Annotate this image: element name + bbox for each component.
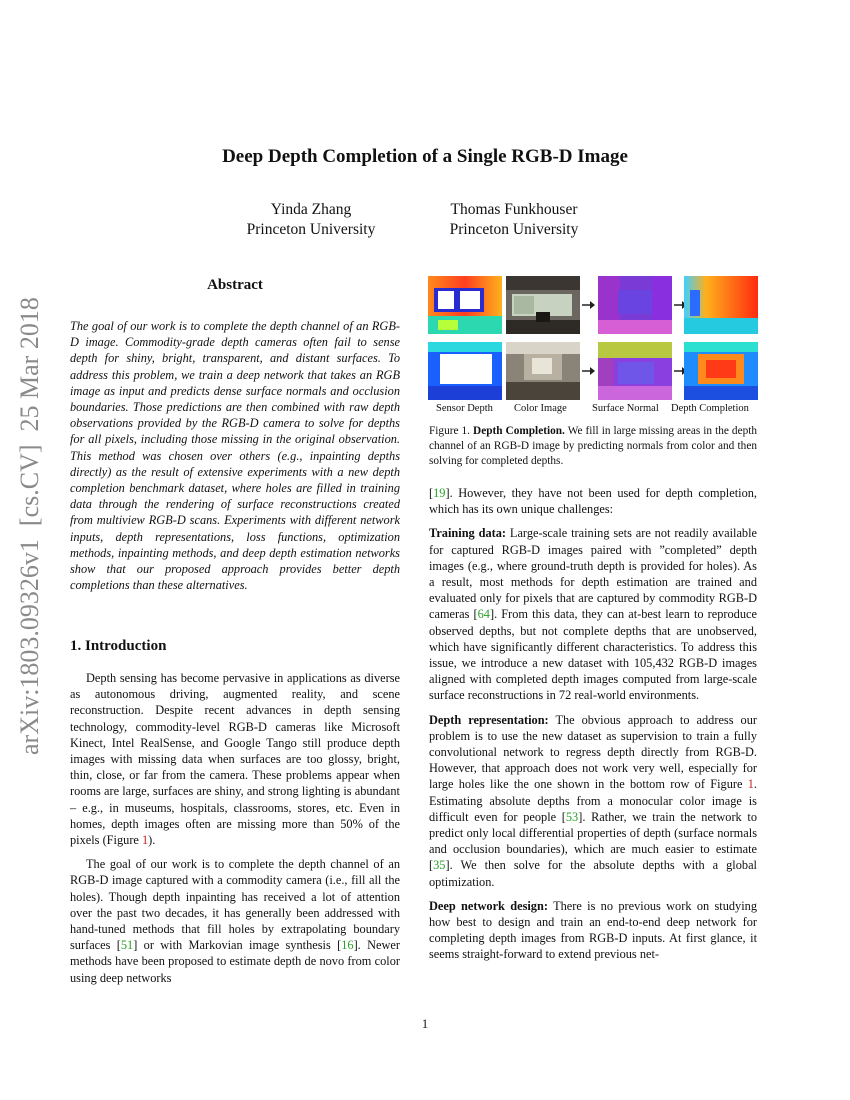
depth-completion-image-top [684, 276, 758, 334]
color-image-bottom [506, 342, 580, 400]
color-image-top [506, 276, 580, 334]
citation-link[interactable]: 19 [433, 486, 446, 500]
text-run: ]. Newer methods have been proposed to estimate depth de novo from color using deep networks [70, 938, 400, 985]
abstract-text: The goal of our work is to complete the depth channel of an RGB-D image. Commodity-grade depth cameras often fail to sense depth for shiny, bright, transparent, and distant surfaces. To address this problem, we train a deep network that takes an RGB image as input and predicts dense surface normals and occlusion boundaries. Those predictions are then combined with raw depth observations provided by the RGB-D camera to solve for depths for all pixels, including those missing in the original observation. This method was chosen over others (e.g., inpainting depths directly) as the result of extensive experiments with a new depth completion benchmark dataset, where holes are filled in training data through the rendering of surface reconstructions created from multiview RGB-D scans. Experiments with different network inputs, depth representations, loss functions, optimization methods, inpainting methods, and deep depth estimation networks show that our proposed approach provides better depth completions than these alternatives. [70, 319, 400, 593]
text-run: ] or with Markovian image synthesis [ [133, 938, 342, 953]
text-run: Depth sensing has become pervasive in applications as diverse as autonomous driving, augmented reality, and scene reconstruction. Despite recent advances in depth sensing technology, commodity-level RGB-D cameras like Microsoft Kinect, Intel RealSense, and Google Tango still produce depth images with missing data when surfaces are too glossy, bright, thin, close, or far from the camera. These problems appear when rooms are large, surfaces are shiny, and strong lighting is abundant – e.g., in museums, hospitals, classrooms, stores, etc. Even in homes, depth images often are missing more than 50% of the pixels (Figure [70, 671, 400, 848]
paragraph-training-data [429, 525, 757, 703]
paragraph [70, 670, 400, 848]
caption-prefix: Figure 1. [429, 425, 470, 437]
left-column-body [70, 670, 400, 994]
abstract-heading: Abstract [207, 277, 263, 293]
arrow-right-icon [582, 366, 596, 376]
text-run: ]. We then solve for the absolute depths with a global optimization. [429, 858, 757, 889]
sensor-depth-image-top [428, 276, 502, 334]
right-column-body [429, 485, 757, 971]
text-run: ]. From this data, they can at-best learn to reproduce observed depths, but not complete depths that are unobserved, which have significantly different characteristics. To address this issue, we introduce a new dataset with 105,432 RGB-D images aligned with completed depth images computed from large-scale surface reconstructions in 72 real-world environments. [429, 607, 757, 703]
author-block-1 [236, 200, 386, 240]
paragraph [70, 856, 400, 986]
author-name: Yinda Zhang [270, 201, 352, 218]
citation-link[interactable]: 51 [120, 938, 134, 953]
text-run: ]. Rather, we train the network to predict only local differential properties of depth (surface normals and occlusion boundaries), which are much easier to estimate [ [429, 809, 757, 873]
citation-link[interactable]: 16 [341, 938, 354, 953]
text-run: There is no previous work on studying how best to design and train an end-to-end deep network for completing depth images from RGB-D inputs. At first glance, it seems straight-forward to extend previous net- [429, 898, 757, 962]
figure-label-color-image: Color Image [514, 403, 567, 414]
page-number: 1 [421, 1017, 429, 1031]
text-run: The goal of our work is to complete the depth channel of an RGB-D image captured with a commodity camera (i.e., fill all the holes). Though depth inpainting has received a lot of attention over the past two decades, it has generally been addressed with hand-tuned methods that fill holes by extrapolating boundary surfaces [ [70, 857, 400, 953]
run-in-heading: Depth representation: [429, 712, 549, 727]
citation-link[interactable]: 64 [477, 607, 490, 622]
figure-1-caption [429, 424, 757, 469]
depth-completion-image-bottom [684, 342, 758, 400]
paragraph: [19]. However, they have not been used for depth completion, which has its own unique challenges: [429, 486, 757, 517]
text-run: ). [148, 833, 156, 848]
figure-label-surface-normal: Surface Normal [592, 403, 659, 414]
figure-link[interactable]: 1 [747, 777, 754, 792]
author-affiliation: Princeton University [246, 221, 376, 238]
paragraph-depth-representation [429, 712, 757, 890]
run-in-heading: Training data: [429, 526, 507, 541]
arrow-right-icon [582, 300, 596, 310]
caption-title: Depth Completion. [473, 425, 565, 437]
surface-normal-image-top [598, 276, 672, 334]
sensor-depth-image-bottom [428, 342, 502, 400]
text-run: Large-scale training sets are not readily available for captured RGB-D images paired with ”completed” depth images (e.g., where ground-truth depth is provided for holes). As a result, most methods for depth estimation are trained and evaluated only for pixels that are captured by commodity RGB-D cameras [ [429, 526, 758, 622]
figure-label-depth-completion: Depth Completion [671, 403, 749, 414]
citation-link[interactable]: 35 [433, 858, 446, 873]
section-heading-introduction: 1. Introduction [70, 638, 167, 654]
author-affiliation: Princeton University [449, 221, 579, 238]
paper-title: Deep Depth Completion of a Single RGB-D Image [222, 146, 628, 167]
figure-1 [428, 274, 758, 419]
text-run: ]. However, they have not been used for depth completion, which has its own unique challenges: [429, 486, 757, 517]
caption-text: We fill in large missing areas in the depth channel of an RGB-D image by predicting normals from color and then solving for completed depths. [429, 425, 758, 467]
text-run: . Estimating absolute depths from a monocular color image is difficult even for people [ [429, 777, 757, 824]
arxiv-stamp-text: arXiv:1803.09326v1 [cs.CV] 25 Mar 2018 [15, 297, 44, 755]
author-block-2 [434, 200, 594, 240]
figure-link[interactable]: 1 [142, 833, 149, 848]
surface-normal-image-bottom [598, 342, 672, 400]
text-run: The obvious approach to address our problem is to use the new dataset as supervision to train a fully convolutional network to regress depth directly from RGB-D. However, that approach does not work very well, especially for large holes like the one shown in the bottom row of Figure [429, 712, 757, 792]
arxiv-stamp [6, 285, 48, 760]
author-name: Thomas Funkhouser [450, 201, 578, 218]
run-in-heading: Deep network design: [429, 898, 548, 913]
figure-label-sensor-depth: Sensor Depth [436, 403, 493, 414]
paragraph-deep-network-design [429, 898, 757, 963]
citation-link[interactable]: 53 [565, 809, 579, 824]
